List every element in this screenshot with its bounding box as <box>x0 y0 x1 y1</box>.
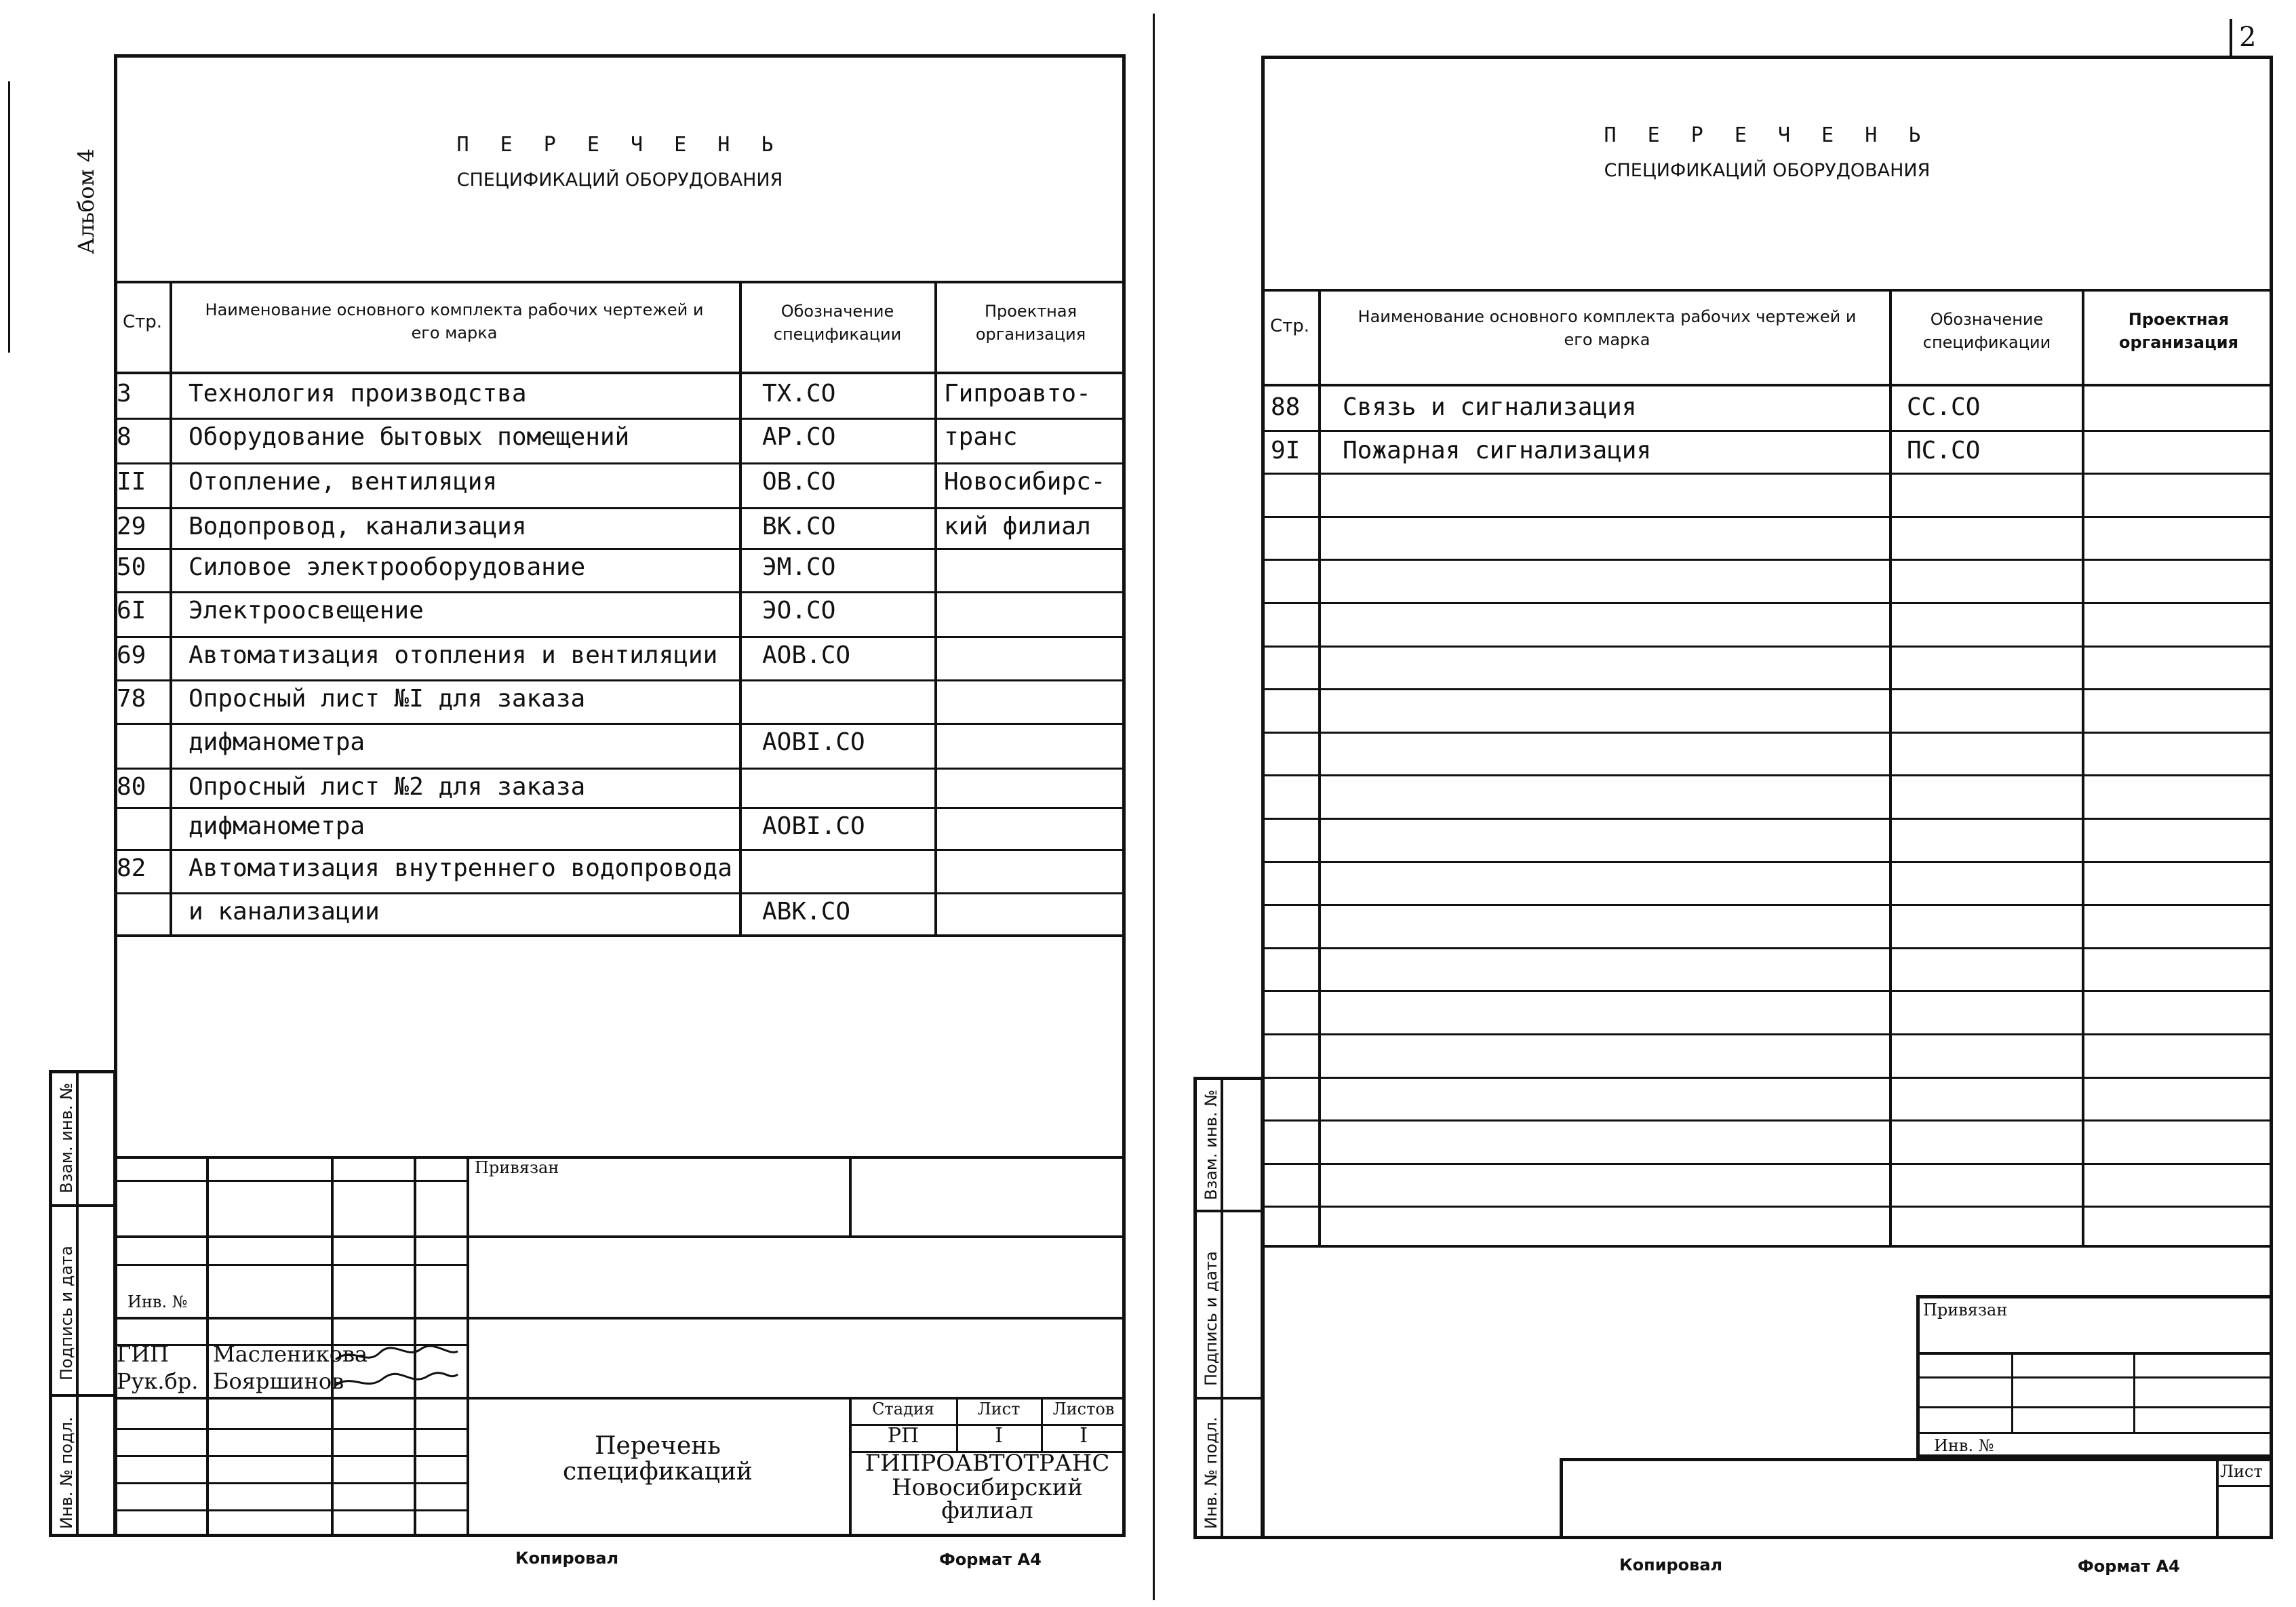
left-row-name: Отопление, вентиляция <box>189 468 498 496</box>
right-stamp-sheet-label: Лист <box>2220 1462 2263 1481</box>
left-stage-label: Стадия <box>872 1400 934 1418</box>
left-row-code: ВК.СО <box>762 513 836 540</box>
left-row-code: АВК.СО <box>762 898 851 926</box>
left-row-code: АОВI.СО <box>762 812 865 840</box>
left-stamp-gip-role: ГИП <box>117 1341 169 1367</box>
right-stamp-inv-no: Инв. № <box>1934 1436 1994 1455</box>
left-row-name: дифманометра <box>189 728 365 756</box>
left-org-1: ГИПРОАВТОТРАНС <box>865 1450 1110 1477</box>
left-row-page: 29 <box>117 513 146 540</box>
right-header-page: Стр. <box>1269 316 1310 336</box>
left-doc-title-2: спецификаций <box>563 1458 753 1486</box>
left-sheets-label: Листов <box>1052 1400 1115 1418</box>
left-row-code: АР.СО <box>762 423 836 451</box>
left-stamp-head-role: Рук.бр. <box>117 1368 199 1394</box>
left-row-page: 69 <box>117 641 146 669</box>
right-side-label-2: Подпись и дата <box>1202 1251 1221 1386</box>
left-row-code: ЭО.СО <box>762 597 836 624</box>
left-header-organization: Проектная организация <box>975 302 1086 344</box>
right-footer-format: Формат А4 <box>2078 1557 2180 1576</box>
right-row-code: СС.СО <box>1907 393 1981 421</box>
left-org-2: Новосибирский <box>892 1474 1083 1501</box>
right-footer-copied: Копировал <box>1619 1555 1723 1574</box>
right-side-label-3: Инв. № подл. <box>1202 1416 1221 1529</box>
left-sheet-label: Лист <box>977 1400 1021 1418</box>
left-row-code: ОВ.СО <box>762 468 836 496</box>
left-footer-copied: Копировал <box>515 1549 619 1568</box>
left-header-name: Наименование основного комплекта рабочих чертежей и его марка <box>205 300 704 342</box>
left-org-3: филиал <box>941 1497 1033 1524</box>
left-row-org: транс <box>944 423 1018 451</box>
left-side-label-2: Подпись и дата <box>57 1246 76 1381</box>
left-row-org: Гипроавто- <box>944 380 1091 408</box>
left-row-page: II <box>117 468 146 496</box>
left-row-code: ЭМ.СО <box>762 553 836 581</box>
right-row-code: ПС.СО <box>1907 437 1981 464</box>
right-stamp-linked: Привязан <box>1923 1301 2008 1320</box>
left-row-name: Электроосвещение <box>189 597 424 624</box>
left-header-page: Стр. <box>122 312 163 332</box>
left-stamp-head-name: Бояршинов <box>213 1368 344 1394</box>
right-row-name: Связь и сигнализация <box>1343 393 1637 421</box>
left-row-page: 8 <box>117 423 132 451</box>
left-row-name: Автоматизация внутреннего водопровода <box>189 854 732 882</box>
left-row-name: Опросный лист №2 для заказа <box>189 773 586 801</box>
right-stamp-lower <box>1560 1458 2273 1539</box>
left-stamp-linked: Привязан <box>475 1158 559 1177</box>
left-sheets: I <box>1080 1424 1088 1448</box>
left-row-name: Автоматизация отопления и вентиляции <box>189 641 718 669</box>
left-row-org: кий филиал <box>944 513 1091 540</box>
left-stamp-inv-no: Инв. № <box>127 1292 188 1311</box>
fold-line <box>1153 14 1155 1600</box>
right-row-page: 88 <box>1271 393 1301 421</box>
right-header-designation: Обозначение спецификации <box>1922 310 2051 352</box>
left-row-name: Силовое электрооборудование <box>189 553 586 581</box>
left-side-label-3: Инв. № подл. <box>57 1416 76 1529</box>
left-row-name: дифманометра <box>189 812 365 840</box>
signature-marks <box>332 1339 461 1393</box>
left-doc-title-1: Перечень <box>595 1432 721 1460</box>
right-title: П Е Р Е Ч Е Н Ь <box>1604 123 1931 147</box>
left-title: П Е Р Е Ч Е Н Ь <box>456 133 783 157</box>
left-stamp-gip-name: Масленикова <box>213 1341 368 1367</box>
right-row-name: Пожарная сигнализация <box>1343 437 1652 464</box>
left-row-name: Водопровод, канализация <box>189 513 527 540</box>
left-row-name: Технология производства <box>189 380 527 408</box>
left-row-org: Новосибирс- <box>944 468 1106 496</box>
left-row-name: Опросный лист №I для заказа <box>189 685 586 713</box>
left-row-page: 80 <box>117 773 146 801</box>
left-row-name: и канализации <box>189 898 380 926</box>
right-header-organization: Проектная организация <box>2119 310 2238 352</box>
left-row-page: 82 <box>117 854 146 882</box>
right-subtitle: СПЕЦИФИКАЦИЙ ОБОРУДОВАНИЯ <box>1604 160 1931 181</box>
left-row-code: ТХ.СО <box>762 380 836 408</box>
left-row-name: Оборудование бытовых помещений <box>189 423 630 451</box>
left-edge-line <box>8 81 10 353</box>
page-number: 2 <box>2239 22 2257 53</box>
left-row-page: 6I <box>117 597 146 624</box>
left-stage: РП <box>887 1424 919 1448</box>
left-side-label-1: Взам. инв. № <box>57 1083 76 1193</box>
left-subtitle: СПЕЦИФИКАЦИЙ ОБОРУДОВАНИЯ <box>456 170 783 191</box>
right-side-label-1: Взам. инв. № <box>1202 1090 1221 1200</box>
right-header-name: Наименование основного комплекта рабочих чертежей и его марка <box>1358 307 1857 349</box>
left-sheet: I <box>995 1424 1003 1448</box>
left-row-page: 3 <box>117 380 132 408</box>
left-header-designation: Обозначение спецификации <box>773 302 902 344</box>
left-row-code: АОВ.СО <box>762 641 851 669</box>
left-row-code: АОВI.СО <box>762 728 865 756</box>
album-label: Альбом 4 <box>73 148 99 254</box>
right-row-page: 9I <box>1271 437 1301 464</box>
left-row-page: 50 <box>117 553 146 581</box>
left-row-page: 78 <box>117 685 146 713</box>
left-footer-format: Формат А4 <box>939 1550 1042 1569</box>
